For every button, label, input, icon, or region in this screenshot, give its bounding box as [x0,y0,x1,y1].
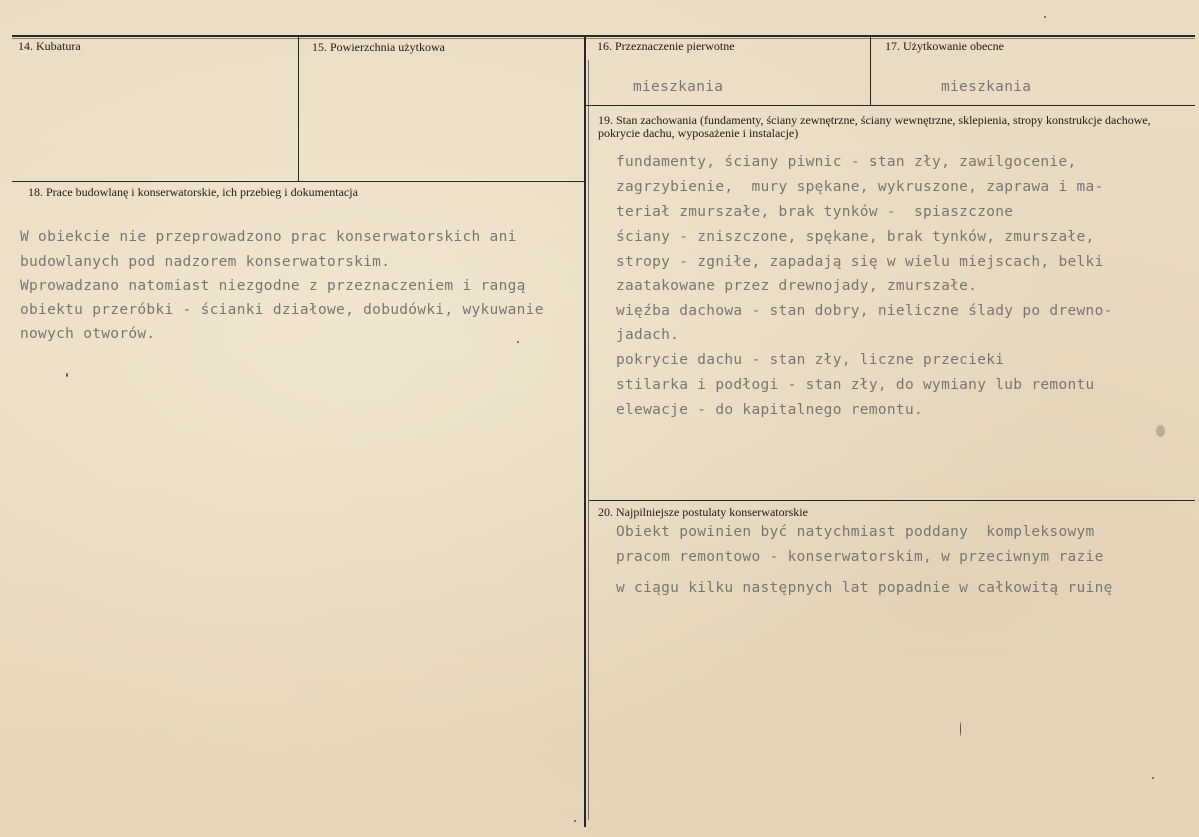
divider-14-15 [298,37,299,181]
field-19-line: fundamenty, ściany piwnic - stan zły, zawilgocenie, [616,154,1077,170]
field-19-line: jadach. [616,327,680,343]
paper-speck [1044,16,1046,18]
divider-16-17 [870,37,871,105]
field-20-line: Obiekt powinien być natychmiast poddany kompleksowym [616,524,1095,540]
field-19-line: stilarka i podłogi - stan zły, do wymiany lub remontu [616,377,1095,393]
divider-main-vertical [584,37,586,827]
field-19-label: 19. Stan zachowania (fundamenty, ściany zewnętrzne, ściany wewnętrzne, sklepienia, stropy konstrukcje dachowe, pokrycie dachu, wyposażenie i instalacje) [598,113,1151,140]
field-17-value: mieszkania [941,79,1032,95]
field-18-line: budowlanych pod nadzorem konserwatorskim. [20,254,391,270]
field-19-line: stropy - zgniłe, zapadają się w wielu miejscach, belki [616,254,1104,270]
field-20-label: 20. Najpilniejsze postulaty konserwatorskie [598,505,808,519]
field-19-line: pokrycie dachu - stan zły, liczne przecieki [616,352,1005,368]
rule-under-14-15 [12,181,585,182]
paper-speck [1156,425,1165,437]
field-18-line: W obiekcie nie przeprowadzono prac konserwatorskich ani [20,229,517,245]
rule-under-16-17 [586,105,1195,106]
paper-speck [517,341,519,343]
field-15-label: 15. Powierzchnia użytkowa [312,40,445,54]
paper-speck [574,820,576,822]
field-18-line: nowych otworów. [20,326,156,342]
field-20-line: w ciągu kilku następnych lat popadnie w całkowitą ruinę [616,580,1113,596]
paper-speck [1152,777,1154,779]
field-20-line: pracom remontowo - konserwatorskim, w przeciwnym razie [616,549,1104,565]
field-19-line: teriał zmurszałe, brak tynków - spiaszczone [616,204,1014,220]
top-rule [12,35,1195,37]
field-19-line: zaatakowane przez drewnojady, zmurszałe. [616,278,978,294]
field-19-line: ściany - zniszczone, spękane, brak tynków, zmurszałe, [616,229,1095,245]
field-16-label: 16. Przeznaczenie pierwotne [597,39,735,53]
field-17-label: 17. Użytkowanie obecne [885,39,1004,53]
field-19-line: elewacje - do kapitalnego remontu. [616,402,924,418]
field-18-line: obiektu przeróbki - ścianki działowe, dobudówki, wykuwanie [20,302,544,318]
paper-speck [66,373,68,377]
field-16-value: mieszkania [633,79,724,95]
rule-above-20 [589,500,1195,501]
field-18-line: Wprowadzano natomiast niezgodne z przeznaczeniem i rangą [20,278,526,294]
field-19-line: zagrzybienie, mury spękane, wykruszone, zaprawa i ma- [616,179,1104,195]
paper-speck [960,722,961,736]
divider-main-vertical-secondary [588,60,589,820]
field-19-line: więźba dachowa - stan dobry, nieliczne ślady po drewno- [616,303,1113,319]
field-18-label: 18. Prace budowlanę i konserwatorskie, ich przebieg i dokumentacja [28,185,358,199]
field-14-label: 14. Kubatura [18,39,81,53]
